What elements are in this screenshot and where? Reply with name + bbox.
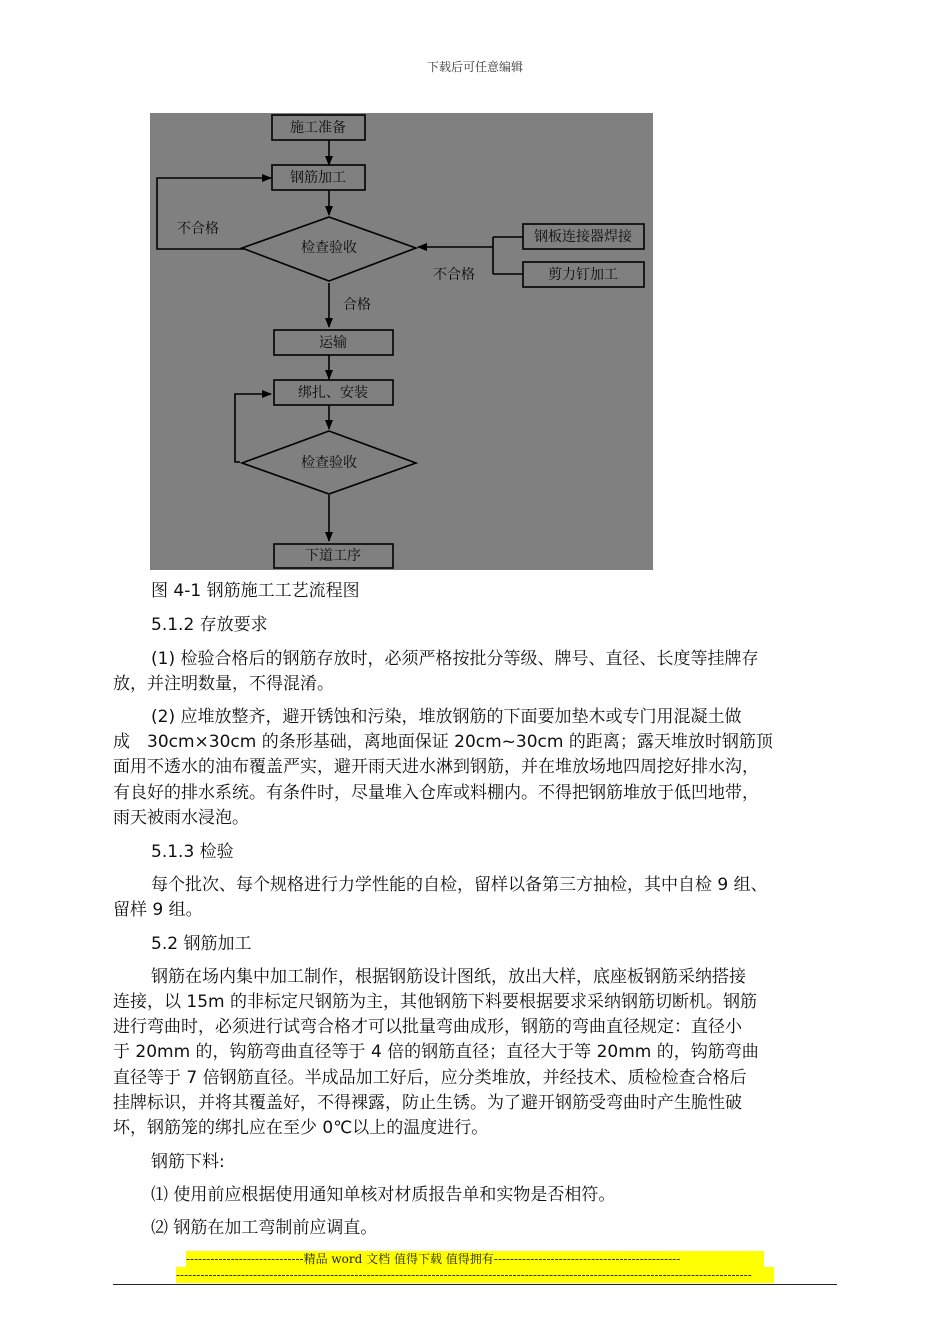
node-prep-label: 施工准备 [290,120,346,136]
paragraph-line: 面用不透水的油布覆盖严实，避开雨天进水淋到钢筋，并在堆放场地四周挖好排水沟， [113,757,759,777]
heading-5-1-2: 5.1.2 存放要求 [151,615,268,635]
paragraph-line: 成 30cm×30cm 的条形基础，离地面保证 20cm~30cm 的距离；露天堆放时钢筋顶 [113,732,773,752]
footer-banner [176,1251,776,1283]
paragraph-line: 坏，钢筋笼的绑扎应在至少 0℃以上的温度进行。 [113,1118,489,1138]
label-pass: 合格 [343,297,371,313]
paragraph-line: 连接，以 15m 的非标定尺钢筋为主，其他钢筋下料要根据要求采纳钢筋切断机。钢筋 [113,992,757,1012]
paragraph-line: (2) 应堆放整齐，避开锈蚀和污染，堆放钢筋的下面要加垫木或专门用混凝土做 [151,707,742,727]
heading-5-2: 5.2 钢筋加工 [151,934,252,954]
footer-line-2: ---------------------------------------------------------------------------------------------------------------------------------------------- [176,1267,774,1283]
list-item: ⑵ 钢筋在加工弯制前应调直。 [151,1218,378,1238]
paragraph-line: (1) 检验合格后的钢筋存放时，必须严格按批分等级、牌号、直径、长度等挂牌存 [151,649,759,669]
node-stud-label: 剪力钉加工 [548,267,618,283]
paragraph-line: 直径等于 7 倍钢筋直径。半成品加工好后，应分类堆放，并经技术、质检检查合格后 [113,1068,747,1088]
label-fail-right: 不合格 [433,267,475,283]
paragraph-line: 有良好的排水系统。有条件时，尽量堆入仓库或料棚内。不得把钢筋堆放于低凹地带， [113,783,759,803]
paragraph-line: 留样 9 组。 [113,900,203,920]
node-install-label: 绑扎、安装 [298,385,368,401]
paragraph-line: 于 20mm 的，钩筋弯曲直径等于 4 倍的钢筋直径；直径大于等 20mm 的，钩筋弯曲 [113,1042,759,1062]
loop-fail-bottom [235,394,271,462]
paragraph-line: 进行弯曲时，必须进行试弯合格才可以批量弯曲成形，钢筋的弯曲直径规定：直径小 [113,1017,742,1037]
page-header: 下载后可任意编辑 [426,60,523,74]
node-transport-label: 运输 [319,335,347,351]
paragraph-line: 每个批次、每个规格进行力学性能的自检，留样以备第三方抽检，其中自检 9 组、 [151,875,768,895]
paragraph-line: 挂牌标识，并将其覆盖好，不得裸露，防止生锈。为了避开钢筋受弯曲时产生脆性破 [113,1093,742,1113]
paragraph-line: 放，并注明数量，不得混淆。 [113,674,334,694]
node-next-label: 下道工序 [305,548,361,564]
node-weld-label: 钢板连接器焊接 [534,229,632,245]
node-process-label: 钢筋加工 [290,170,346,186]
heading-rebar-cutting: 钢筋下料: [151,1152,225,1172]
flowchart-svg [150,113,653,570]
footer-rule [113,1284,837,1285]
node-inspect1-label: 检查验收 [301,240,357,256]
list-item: ⑴ 使用前应根据使用通知单核对材质报告单和实物是否相符。 [151,1185,616,1205]
loop-fail-left [157,178,271,249]
node-inspect2-label: 检查验收 [301,455,357,471]
label-fail-left: 不合格 [177,221,219,237]
footer-line-1: -----------------------------精品 word 文档 值得下载 值得拥有---------------------------------------------- [186,1251,764,1267]
rebar-process-flowchart [150,113,653,570]
paragraph-line: 雨天被雨水浸泡。 [113,808,249,828]
paragraph-line: 钢筋在场内集中加工制作，根据钢筋设计图纸，放出大样，底座板钢筋采纳搭接 [151,967,746,987]
figure-caption: 图 4-1 钢筋施工工艺流程图 [151,581,360,601]
heading-5-1-3: 5.1.3 检验 [151,842,234,862]
